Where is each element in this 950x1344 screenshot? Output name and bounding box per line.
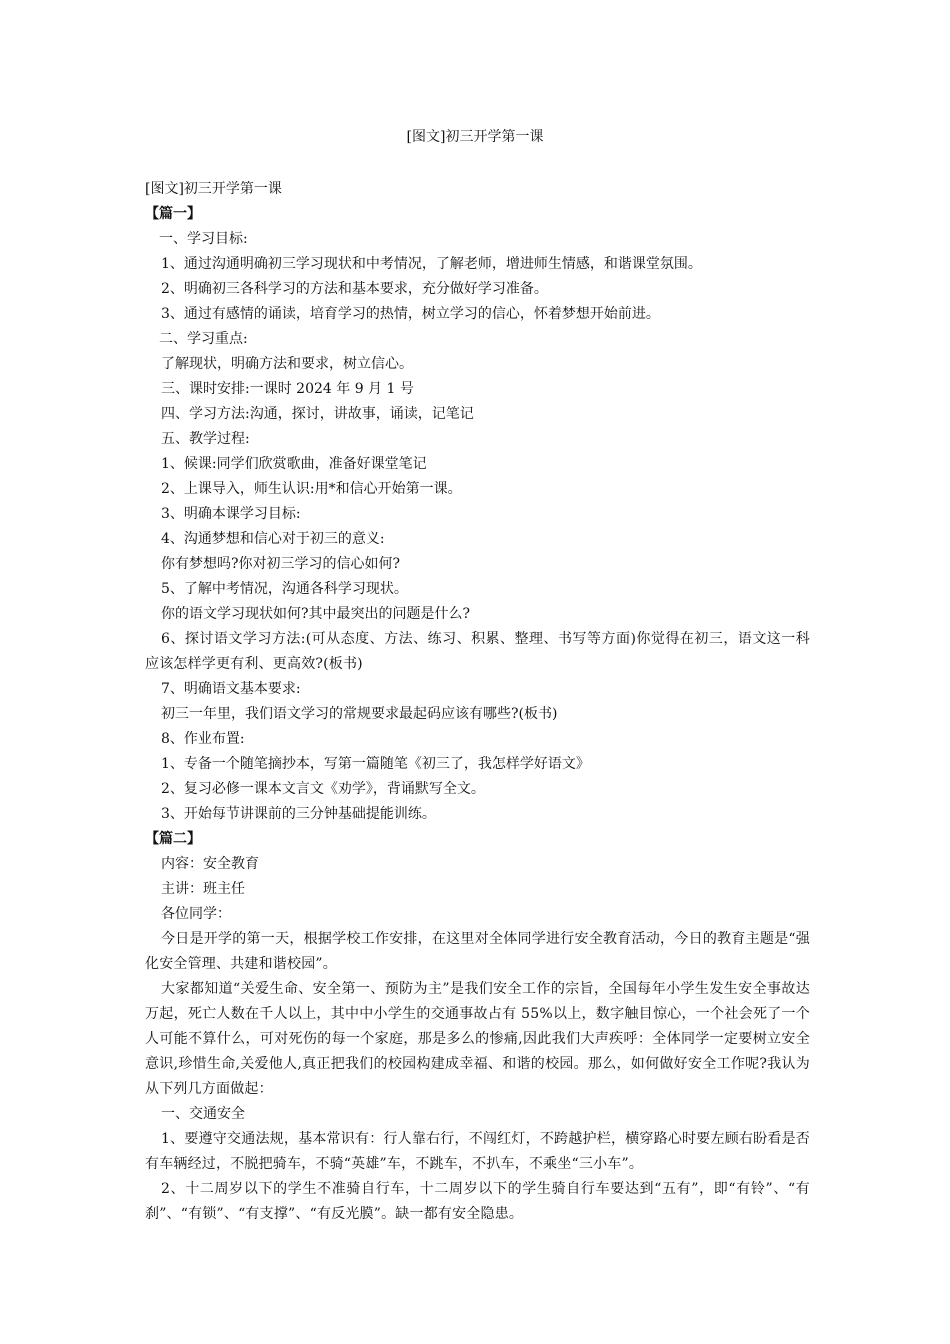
text-line: 3、开始每节讲课前的三分钟基础提能训练。 (161, 806, 436, 822)
paragraph: 1、要遵守交通法规，基本常识有：行人靠右行，不闯红灯，不跨越护栏，横穿路心时要左顾右盼看是否有车辆经过，不脱把骑车，不骑“英雄”车，不跳车，不扒车，不乘坐“三小车”。 (145, 1131, 810, 1172)
text-line: 2、明确初三各科学习的方法和基本要求，充分做好学习准备。 (161, 281, 548, 297)
text-line: 内容：安全教育 (161, 856, 259, 872)
paragraph: 2、十二周岁以下的学生不准骑自行车，十二周岁以下的学生骑自行车要达到“五有”，即“有铃”、“有刹”、“有锁”、“有支撑”、“有反光膜”。缺一都有安全隐患。 (145, 1181, 810, 1222)
text-line: 了解现状，明确方法和要求，树立信心。 (161, 356, 413, 372)
text-line: 你有梦想吗?你对初三学习的信心如何? (161, 556, 401, 572)
paragraph: 今日是开学的第一天，根据学校工作安排，在这里对全体同学进行安全教育活动，今日的教育主题是“强化安全管理、共建和谐校园”。 (145, 931, 810, 972)
text-line: 五、教学过程: (161, 431, 250, 447)
text-line: 四、学习方法:沟通，探讨，讲故事，诵读，记笔记 (161, 406, 474, 422)
paragraph: 大家都知道“关爱生命、安全第一、预防为主”是我们安全工作的宗旨，全国每年小学生发生安全事故达万起，死亡人数在千人以上，其中中小学生的交通事故占有 55%以上，数字触目惊心，一个社会死了一个人可能不算什么，可对死伤的每一个家庭，那是多么的惨痛,因此我们大声疾呼：全体同学一定要树立安全意识,珍惜生命,关爱他人,真正把我们的校园构建成幸福、和谐的校园。那么，如何做好安全工作呢?我认为从下列几方面做起： (145, 981, 810, 1097)
text-line: 3、明确本课学习目标: (161, 506, 301, 522)
page-title: [图文]初三开学第一课 (406, 129, 544, 145)
section-heading-1: 【篇一】 (145, 206, 201, 222)
paragraph: 6、探讨语文学习方法:(可从态度、方法、练习、积累、整理、书写等方面)你觉得在初三，语文这一科应该怎样学更有利、更高效?(板书) (145, 631, 810, 672)
text-line: 初三一年里，我们语文学习的常规要求最起码应该有哪些?(板书) (161, 706, 558, 722)
text-line: 2、复习必修一课本文言文《劝学》，背诵默写全文。 (161, 781, 485, 797)
text-line: 1、候课:同学们欣赏歌曲，准备好课堂笔记 (161, 456, 427, 472)
text-line: 3、通过有感情的诵读，培育学习的热情，树立学习的信心，怀着梦想开始前进。 (161, 306, 660, 322)
text-line: 二、学习重点: (159, 331, 248, 347)
text-line: 4、沟通梦想和信心对于初三的意义: (161, 531, 385, 547)
text-line: 一、学习目标: (159, 231, 248, 247)
text-line: 7、明确语文基本要求: (161, 681, 301, 697)
text-line: 三、课时安排:一课时 2024 年 9 月 1 号 (161, 381, 414, 397)
text-line: 5、了解中考情况，沟通各科学习现状。 (161, 581, 408, 597)
document-title: [图文]初三开学第一课 (145, 181, 282, 197)
text-line: 1、通过沟通明确初三学习现状和中考情况，了解老师，增进师生情感，和谐课堂氛围。 (161, 256, 702, 272)
text-line: 你的语文学习现状如何?其中最突出的问题是什么? (161, 606, 471, 622)
text-line: 各位同学： (161, 906, 231, 922)
text-line: 8、作业布置: (161, 731, 245, 747)
text-line: 2、上课导入，师生认识:用*和信心开始第一课。 (161, 481, 462, 497)
text-line: 1、专备一个随笔摘抄本，写第一篇随笔《初三了，我怎样学好语文》 (161, 756, 590, 772)
section-heading-2: 【篇二】 (145, 831, 201, 847)
document-body (145, 177, 810, 1227)
subheading: 一、交通安全 (161, 1106, 245, 1122)
text-line: 主讲：班主任 (161, 881, 245, 897)
